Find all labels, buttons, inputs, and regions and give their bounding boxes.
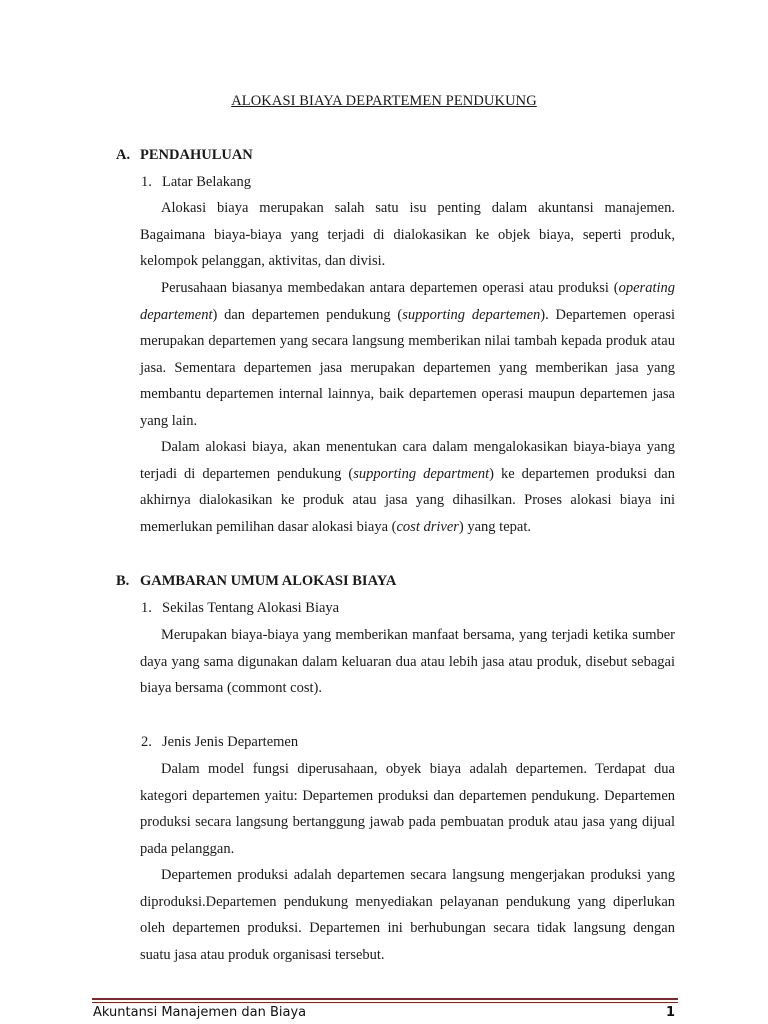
subsection-title: Jenis Jenis Departemen	[162, 734, 299, 750]
italic-term: supporting departemen	[402, 306, 541, 323]
italic-term: cost driver	[396, 518, 459, 535]
section-title: GAMBARAN UMUM ALOKASI BIAYA	[140, 573, 397, 589]
text-run: ) dan departemen pendukung (	[212, 306, 403, 323]
footer-page-number: 1	[666, 1005, 676, 1020]
subsection-title: Latar Belakang	[162, 174, 251, 190]
paragraph	[140, 275, 675, 434]
paragraph: Departemen produksi adalah departemen secara langsung mengerjakan produksi yang diproduksi.Departemen pendukung menyediakan pelayanan pendukung yang diperlukan oleh departemen produksi. Departemen ini berhubungan secara tidak langsung dengan suatu jasa atau produk organisasi tersebut.	[140, 867, 675, 963]
subsection-number: 2.	[141, 734, 152, 750]
subsection-a1-heading	[141, 174, 251, 191]
paragraph	[140, 434, 675, 540]
subsection-number: 1.	[141, 174, 152, 190]
section-b-heading	[116, 573, 396, 590]
text-run: Perusahaan biasanya membedakan antara departemen operasi atau produksi (	[161, 280, 619, 296]
text-run: ) yang tepat.	[458, 518, 531, 535]
footer-course-title: Akuntansi Manajemen dan Biaya	[93, 1005, 307, 1020]
subsection-b2-heading	[141, 734, 298, 751]
subsection-b1-heading	[141, 600, 339, 617]
text-run: ) ke departemen produksi dan akhirnya dialokasikan ke produk atau jasa yang dihasilkan. Proses alokasi biaya ini memerlukan pemilihan dasar alokasi biaya (	[140, 465, 675, 535]
document-title: ALOKASI BIAYA DEPARTEMEN PENDUKUNG	[231, 93, 537, 109]
section-letter: A.	[116, 147, 131, 163]
italic-term: supporting department	[353, 465, 490, 482]
section-letter: B.	[116, 573, 130, 589]
section-a-heading	[116, 147, 253, 164]
text-run: ). Departemen operasi merupakan departemen yang secara langsung memberikan nilai tambah kepada produk atau jasa. Sementara departemen jasa merupakan departemen yang memberikan jasa yang membantu departemen internal lainnya, baik departemen operasi maupun departemen jasa yang lain.	[140, 306, 675, 429]
paragraph: Alokasi biaya merupakan salah satu isu penting dalam akuntansi manajemen. Bagaimana biaya-biaya yang terjadi di dialokasikan ke objek biaya, seperti produk, kelompok pelanggan, aktivitas, dan divisi.	[140, 200, 675, 269]
paragraph: Merupakan biaya-biaya yang memberikan manfaat bersama, yang terjadi ketika sumber daya yang sama digunakan dalam keluaran dua atau lebih jasa atau produk, disebut sebagai biaya bersama (commont cost).	[140, 627, 675, 696]
subsection-number: 1.	[141, 600, 152, 616]
footer-rule-thin	[92, 1002, 678, 1003]
section-title: PENDAHULUAN	[140, 147, 253, 163]
italic-term: operating departement	[140, 280, 675, 323]
subsection-title: Sekilas Tentang Alokasi Biaya	[162, 600, 340, 616]
paragraph: Dalam model fungsi diperusahaan, obyek biaya adalah departemen. Terdapat dua kategori departemen yaitu: Departemen produksi dan departemen pendukung. Departemen produksi secara langsung bertanggung jawab pada pembuatan produk atau jasa yang dijual pada pelanggan.	[140, 761, 675, 857]
footer-rule	[92, 998, 678, 1000]
text-run: Dalam alokasi biaya, akan menentukan cara dalam mengalokasikan biaya-biaya yang terjadi di departemen pendukung (	[140, 439, 675, 482]
